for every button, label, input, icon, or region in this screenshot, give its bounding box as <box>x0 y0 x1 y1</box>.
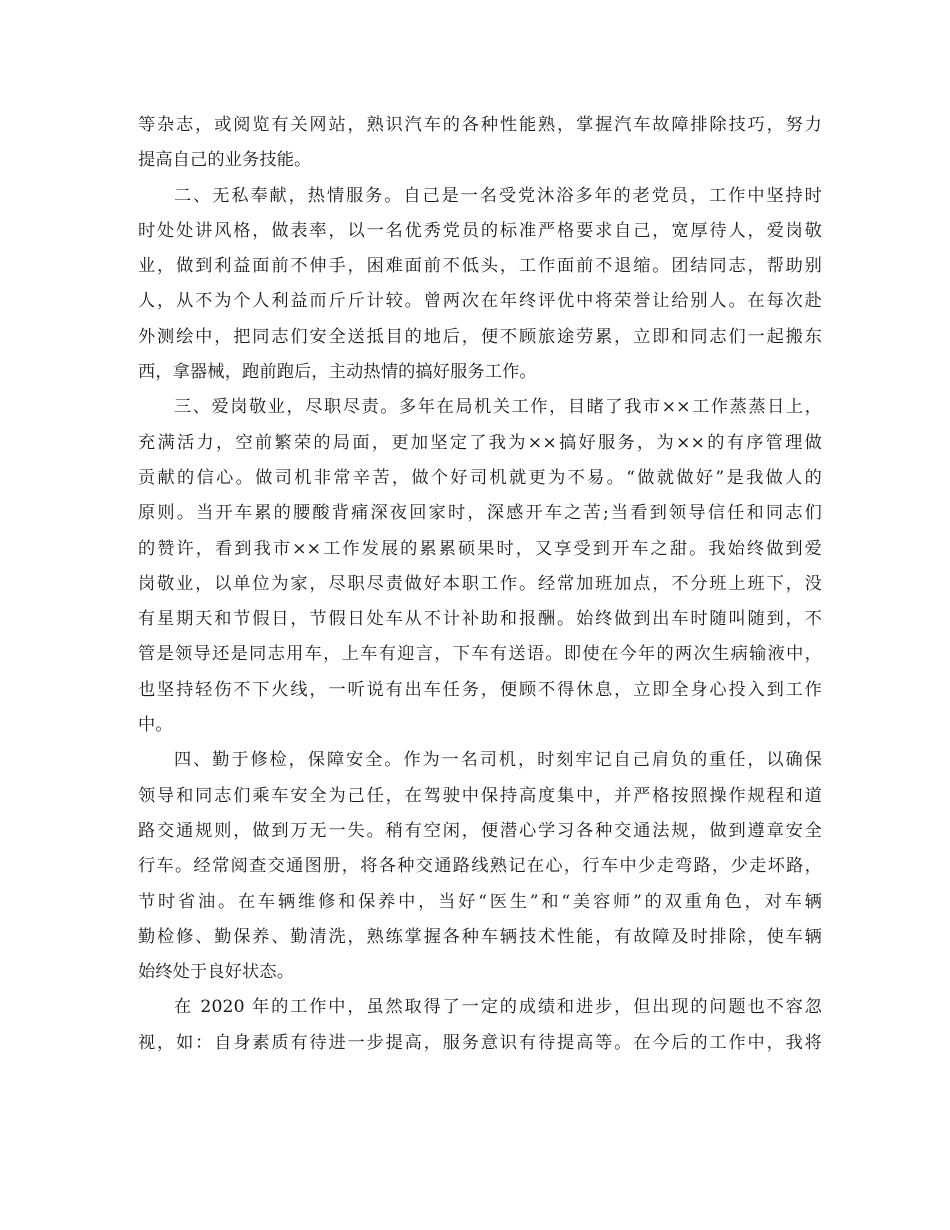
text-line: 勤检修、勤保养、勤清洗，熟练掌握各种车辆技术性能，有故障及时排除，使车辆 <box>138 926 822 947</box>
text-line: 西，拿器械，跑前跑后，主动热情的搞好服务工作。 <box>138 362 537 383</box>
text-line: 也坚持轻伤不下火线，一听说有出车任务，便顾不得休息，立即全身心投入到工作 <box>138 679 822 700</box>
paragraph-start-line: 在 2020 年的工作中，虽然取得了一定的成绩和进步，但出现的问题也不容忽 <box>174 997 822 1018</box>
text-line: 始终处于良好状态。 <box>138 962 295 983</box>
text-line: 人，从不为个人利益而斤斤计较。曾两次在年终评优中将荣誉让给别人。在每次赴 <box>138 291 822 312</box>
text-line: 节时省油。在车辆维修和保养中，当好“医生”和“美容师”的双重角色，对车辆 <box>138 891 822 912</box>
text-line: 提高自己的业务技能。 <box>138 150 312 171</box>
text-line: 行车。经常阅查交通图册，将各种交通路线熟记在心，行车中少走弯路，少走坏路， <box>138 856 822 877</box>
text-line: 原则。当开车累的腰酸背痛深夜回家时，深感开车之苦;当看到领导信任和同志们 <box>138 503 822 524</box>
paragraph-start-line: 四、勤于修检，保障安全。作为一名司机，时刻牢记自己肩负的重任，以确保 <box>174 750 822 771</box>
text-line: 有星期天和节假日，节假日处车从不计补助和报酬。始终做到出车时随叫随到，不 <box>138 609 822 630</box>
document-body <box>138 108 822 1061</box>
text-line: 中。 <box>138 715 173 736</box>
text-line: 视，如：自身素质有待进一步提高，服务意识有待提高等。在今后的工作中，我将 <box>138 1032 822 1053</box>
text-line: 业，做到利益面前不伸手，困难面前不低头，工作面前不退缩。团结同志，帮助别 <box>138 256 822 277</box>
paragraph-start-line: 三、爱岗敬业，尽职尽责。多年在局机关工作，目睹了我市××工作蒸蒸日上， <box>174 397 822 418</box>
text-line: 的赞许，看到我市××工作发展的累累硕果时，又享受到开车之甜。我始终做到爱 <box>138 538 822 559</box>
text-line: 管是领导还是同志用车，上车有迎言，下车有送语。即使在今年的两次生病输液中， <box>138 644 822 665</box>
text-line: 充满活力，空前繁荣的局面，更加坚定了我为××搞好服务，为××的有序管理做 <box>138 432 822 453</box>
text-line: 路交通规则，做到万无一失。稍有空闲，便潜心学习各种交通法规，做到遵章安全 <box>138 820 822 841</box>
text-line: 等杂志，或阅览有关网站，熟识汽车的各种性能熟，掌握汽车故障排除技巧，努力 <box>138 115 822 135</box>
text-line: 时处处讲风格，做表率，以一名优秀党员的标准严格要求自己，宽厚待人，爱岗敬 <box>138 220 822 241</box>
text-line: 外测绘中，把同志们安全送抵目的地后，便不顾旅途劳累，立即和同志们一起搬东 <box>138 326 822 347</box>
text-line: 领导和同志们乘车安全为己任，在驾驶中保持高度集中，并严格按照操作规程和道 <box>138 785 822 806</box>
text-line: 岗敬业，以单位为家，尽职尽责做好本职工作。经常加班加点，不分班上班下，没 <box>138 573 822 594</box>
paragraph-start-line: 二、无私奉献，热情服务。自己是一名受党沐浴多年的老党员，工作中坚持时 <box>174 185 822 206</box>
text-line: 贡献的信心。做司机非常辛苦，做个好司机就更为不易。“做就做好”是我做人的 <box>138 467 822 488</box>
